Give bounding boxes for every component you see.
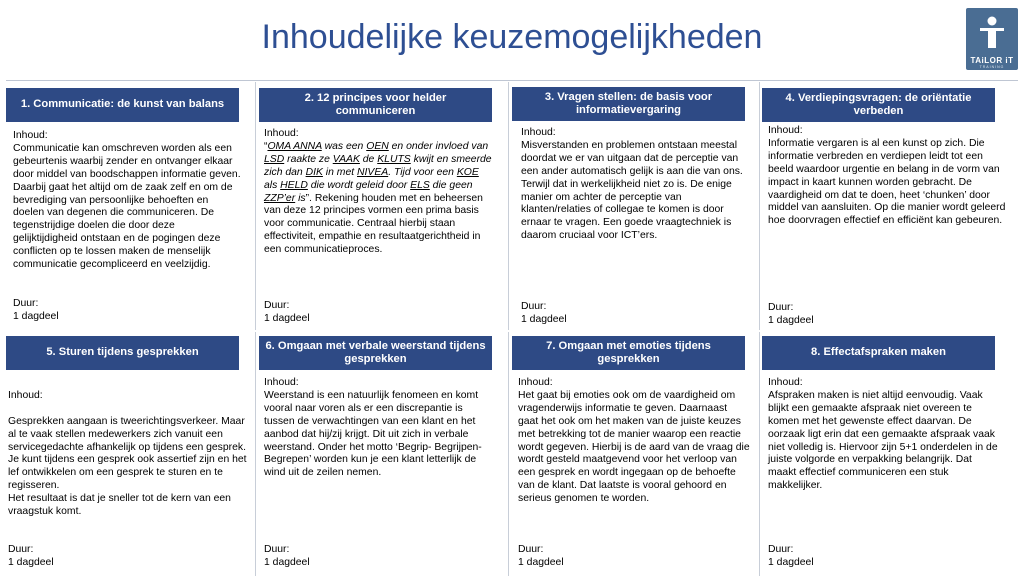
duur-label: Duur: bbox=[264, 544, 290, 555]
card-header-sturen: 5. Sturen tijdens gesprekken bbox=[6, 336, 239, 370]
duration-value: 1 dagdeel bbox=[768, 314, 814, 326]
card-text: “OMA ANNA was een OEN en onder invloed van LSD raakte ze VAAK de KLUTS kwijt en smeerde zich dan DIK in met NIVEA. Tijd voor een KOE als HELD die wordt geleid door ELS die geen ZZP’er is”. Rekening houden met en beheersen van deze 12 principes vormen een prima basis voor communicatie. Centraal hierbij staan effectiviteit, empathie en resultaatgerichtheid in een communicatieproces. bbox=[264, 140, 492, 256]
column-divider bbox=[759, 332, 760, 576]
card-duration-sturen bbox=[8, 544, 236, 570]
card-header-verbale-weerstand: 6. Omgaan met verbale weerstand tijdens gesprekken bbox=[259, 336, 492, 370]
inhoud-label: Inhoud: bbox=[768, 377, 803, 388]
duration-value: 1 dagdeel bbox=[264, 312, 310, 324]
column-divider bbox=[255, 332, 256, 576]
card-body-verbale-weerstand bbox=[264, 377, 496, 480]
card-duration-effectafspraken bbox=[768, 544, 996, 570]
card-text: Communicatie kan omschreven worden als een gebeurtenis waarbij zender en ontvanger elkaar door middel van boodschappen informatie geven. Daarbij gaat het altijd om de zaak zelf en om de bevrediging van persoonlijke behoeften en doelen van degenen die communiceren. De tegenstrijdige doelen die door deze gelijktijdigheid ontstaan en de pogingen deze conflicten op te lossen maken de menselijk communicatie gecompliceerd en veelzijdig. bbox=[13, 142, 241, 271]
card-duration-verbale-weerstand bbox=[264, 544, 492, 570]
card-duration-verdiepingsvragen bbox=[768, 302, 996, 328]
inhoud-label: Inhoud: bbox=[518, 377, 553, 388]
card-text: Het gaat bij emoties ook om de vaardigheid om vragenderwijs informatie te geven. Daarnaast gaat het ook om het maken van de juiste keuzes met betrekking tot de manier waarop een reactie wordt gegeven. Hierbij is de aard van de vraag die wordt gesteld maatgevend voor het verloop van een gesprek en wordt ingegaan op de behoefte van de klant. Dat laatste is vooral gehoord en serieus genomen te worden. bbox=[518, 389, 750, 505]
inhoud-label: Inhoud: bbox=[13, 130, 48, 141]
card-header-verdiepingsvragen: 4. Verdiepingsvragen: de oriëntatie verbeden bbox=[762, 88, 995, 122]
duration-value: 1 dagdeel bbox=[518, 556, 564, 568]
duration-value: 1 dagdeel bbox=[521, 313, 567, 325]
card-body-verdiepingsvragen bbox=[768, 125, 1008, 228]
duration-value: 1 dagdeel bbox=[8, 556, 54, 568]
inhoud-label: Inhoud: bbox=[768, 125, 803, 136]
title-divider bbox=[6, 80, 1018, 81]
inhoud-label: Inhoud: bbox=[264, 377, 299, 388]
duur-label: Duur: bbox=[13, 298, 39, 309]
card-text: Informatie vergaren is al een kunst op zich. Die informatie verbreden en verdiepen leidt tot een beeld waardoor urgentie en belang in de vorm van impact in kaart kunnen worden gebracht. De vaardigheid om dat te doen, heet ‘chunken’ door middel van aansluiten. Op die manier wordt geleerd hoe doorvragen effectief en efficiënt kan gebeuren. bbox=[768, 137, 1006, 227]
card-text: Misverstanden en problemen ontstaan meestal doordat we er van uitgaan dat de perceptie van een ander automatisch gelijk is aan die van ons. Terwijl dat in werkelijkheid niet zo is. De enige manier om achter de perceptie van klanten/relaties of collegae te komen is door ernaar te vragen. Een goede vraagtechniek is daarom cruciaal voor ICT’ers. bbox=[521, 139, 743, 242]
duration-value: 1 dagdeel bbox=[13, 310, 59, 322]
card-text: Gesprekken aangaan is tweerichtingsverkeer. Maar al te vaak stellen medewerkers zich vanuit een servicegedachte afhankelijk op tijdens een gesprek. Je kunt tijdens een gesprek ook assertief zijn en het lef ontwikkelen om een gesprek te sturen en te regisseren. Het resultaat is dat je sneller tot de kern van een vraagstuk komt. bbox=[8, 415, 247, 518]
card-duration-communicatie bbox=[13, 298, 241, 324]
column-divider bbox=[508, 332, 509, 576]
column-divider bbox=[759, 82, 760, 330]
card-text: Afspraken maken is niet altijd eenvoudig. Vaak blijkt een gemaakte afspraak niet overeen te komen met het gewenste effect daarvan. De oorzaak ligt erin dat een gemaakte afspraak vaak niet volledig is. Hiervoor zijn 5+1 onderdelen in de juiste volgorde en verpakking belangrijk. Dat maakt effectief communiceren een stuk makkelijker. bbox=[768, 389, 998, 492]
card-duration-12-principes bbox=[264, 300, 492, 326]
company-logo bbox=[966, 8, 1018, 70]
duur-label: Duur: bbox=[8, 544, 34, 555]
card-duration-emoties bbox=[518, 544, 746, 570]
card-body-vragen-stellen bbox=[521, 127, 749, 243]
card-text: Weerstand is een natuurlijk fenomeen en komt vooral naar voren als er een discrepantie is tussen de verwachtingen van een klant en het aanbod dat hij/zij krijgt. Dit uit zich in verbale weerstand. Onder het motto ‘Begrip- Begrijpen- Begrepen’ worden kun je een klant letterlijk de wind uit de zeilen nemen. bbox=[264, 389, 482, 479]
card-header-effectafspraken: 8. Effectafspraken maken bbox=[762, 336, 995, 370]
duur-label: Duur: bbox=[518, 544, 544, 555]
column-divider bbox=[255, 82, 256, 330]
inhoud-label: Inhoud: bbox=[521, 127, 556, 138]
inhoud-label: Inhoud: bbox=[264, 128, 299, 139]
card-header-12-principes: 2. 12 principes voor helder communiceren bbox=[259, 88, 492, 122]
card-header-vragen-stellen: 3. Vragen stellen: de basis voor informatievergaring bbox=[512, 87, 745, 121]
duration-value: 1 dagdeel bbox=[768, 556, 814, 568]
logo-tagline: TRAINING bbox=[979, 65, 1005, 69]
duration-value: 1 dagdeel bbox=[264, 556, 310, 568]
card-header-communicatie: 1. Communicatie: de kunst van balans bbox=[6, 88, 239, 122]
card-body-communicatie bbox=[13, 130, 241, 272]
card-body-effectafspraken bbox=[768, 377, 1002, 493]
card-header-emoties: 7. Omgaan met emoties tijdens gesprekken bbox=[512, 336, 745, 370]
card-body-emoties bbox=[518, 377, 750, 506]
column-divider bbox=[508, 82, 509, 330]
logo-name: TAiLOR iT bbox=[970, 56, 1014, 65]
page-title: Inhoudelijke keuzemogelijkheden bbox=[261, 18, 763, 56]
duur-label: Duur: bbox=[768, 544, 794, 555]
tailor-it-logo-icon bbox=[966, 8, 1018, 56]
duur-label: Duur: bbox=[521, 301, 547, 312]
card-body-sturen bbox=[8, 377, 248, 532]
inhoud-label: Inhoud: bbox=[8, 389, 43, 401]
card-duration-vragen-stellen bbox=[521, 301, 749, 327]
card-body-12-principes bbox=[264, 128, 492, 257]
duur-label: Duur: bbox=[768, 302, 794, 313]
duur-label: Duur: bbox=[264, 300, 290, 311]
